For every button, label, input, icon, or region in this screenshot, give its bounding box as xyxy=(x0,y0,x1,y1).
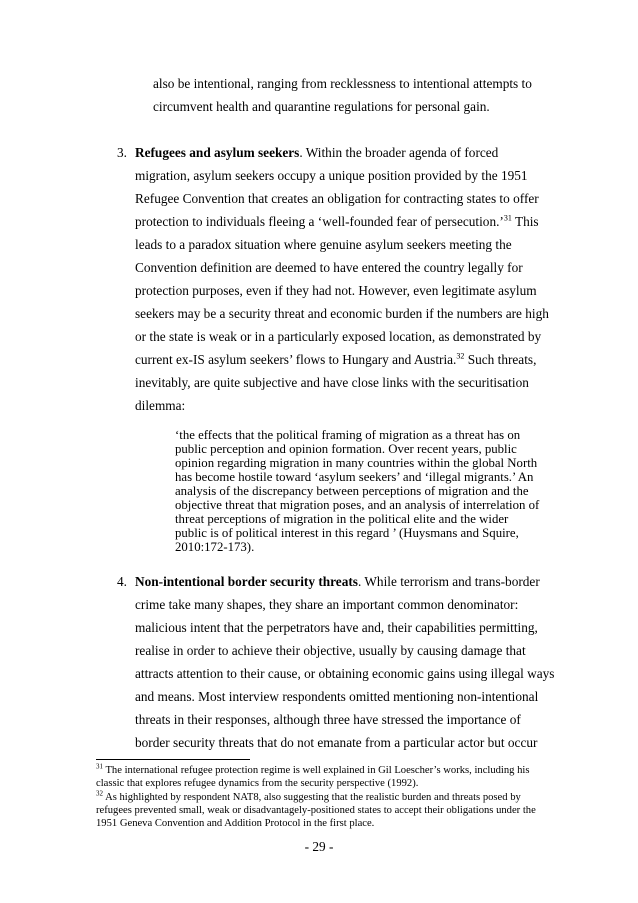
list-item-line: protection to individuals fleeing a ‘well-founded fear of persecution.’$^{31}$ This xyxy=(135,213,539,229)
list-number: 3. xyxy=(117,145,127,160)
list-item-line: leads to a paradox situation where genuine asylum seekers meeting the xyxy=(135,237,512,252)
footnote-line: refugees prevented small, weak or disadvantagely-positioned states to accept their obligations under the xyxy=(96,805,536,816)
footnote-line: 1951 Geneva Convention and Addition Protocol in the first place. xyxy=(96,818,375,829)
list-item-line: Refugee Convention that creates an obligation for contracting states to offer xyxy=(135,191,539,206)
blockquote-line: public perception and opinion formation. Over recent years, public xyxy=(175,442,517,456)
list-item-line: Non-intentional border security threats. While terrorism and trans-border xyxy=(135,574,540,589)
list-item-line: attracts attention to their cause, or obtaining economic gains using illegal ways xyxy=(135,666,555,681)
footnote-line: classic that explores refugee dynamics from the security perspective (1992). xyxy=(96,778,419,789)
blockquote-line: opinion regarding migration in many countries within the global North xyxy=(175,456,538,470)
footnote-line: $^{32}$ As highlighted by respondent NAT8, also suggesting that the realistic burden and threats posed by xyxy=(96,789,521,803)
paragraph-line: circumvent health and quarantine regulations for personal gain. xyxy=(153,99,490,114)
footnote-line: $^{31}$ The international refugee protection regime is well explained in Gil Loescher’s works, including his xyxy=(96,762,530,776)
blockquote-line: objective threat that migration poses, and an analysis of interrelation of xyxy=(175,498,540,512)
list-item-line: protection purposes, even if they had not. However, even legitimate asylum xyxy=(135,283,537,298)
list-item-line: Convention definition are deemed to have entered the country legally for xyxy=(135,260,523,275)
list-item-line: realise in order to achieve their objective, usually by causing damage that xyxy=(135,643,526,658)
blockquote-line: threat perceptions of migration in the political elite and the wider xyxy=(175,512,509,526)
list-item-line: border security threats that do not emanate from a particular actor but occur xyxy=(135,735,538,750)
footnote-number: 32 xyxy=(96,789,103,798)
list-item-line: Refugees and asylum seekers. Within the broader agenda of forced xyxy=(135,145,499,160)
blockquote-line: 2010:172-173). xyxy=(175,540,255,554)
list-number: 4. xyxy=(117,574,127,589)
item-heading: Refugees and asylum seekers xyxy=(135,145,300,160)
list-item-line: threats in their responses, although three have stressed the importance of xyxy=(135,712,521,727)
footnote-separator xyxy=(96,759,250,760)
list-item-line: and means. Most interview respondents omitted mentioning non-intentional xyxy=(135,689,539,704)
footnote-ref: 31 xyxy=(503,213,512,223)
item-heading: Non-intentional border security threats xyxy=(135,574,358,589)
paragraph-line: also be intentional, ranging from recklessness to intentional attempts to xyxy=(153,76,532,91)
list-item-line: or the state is weak or in a particularly exposed location, as demonstrated by xyxy=(135,329,542,344)
list-item-line: migration, asylum seekers occupy a unique position provided by the 1951 xyxy=(135,168,528,183)
list-item-line: dilemma: xyxy=(135,398,186,413)
list-item-line: inevitably, are quite subjective and have close links with the securitisation xyxy=(135,375,529,390)
list-item-line: crime take many shapes, they share an important common denominator: xyxy=(135,597,519,612)
list-item-line: seekers may be a security threat and economic burden if the numbers are high xyxy=(135,306,549,321)
blockquote-line: public is of political interest in this regard ’ (Huysmans and Squire, xyxy=(175,526,519,540)
blockquote-line: analysis of the discrepancy between perceptions of migration and the xyxy=(175,484,529,498)
footnote-ref: 32 xyxy=(456,351,465,361)
page-number: - 29 - xyxy=(304,839,334,854)
list-item-line: current ex-IS asylum seekers’ flows to Hungary and Austria.$^{32}$ Such threats, xyxy=(135,351,537,367)
blockquote-line: has become hostile toward ‘asylum seekers’ and ‘illegal migrants.’ An xyxy=(175,470,534,484)
blockquote-line: ‘the effects that the political framing of migration as a threat has on xyxy=(175,428,521,442)
list-item-line: malicious intent that the perpetrators have and, their capabilities permitting, xyxy=(135,620,538,635)
footnote-number: 31 xyxy=(96,762,103,771)
